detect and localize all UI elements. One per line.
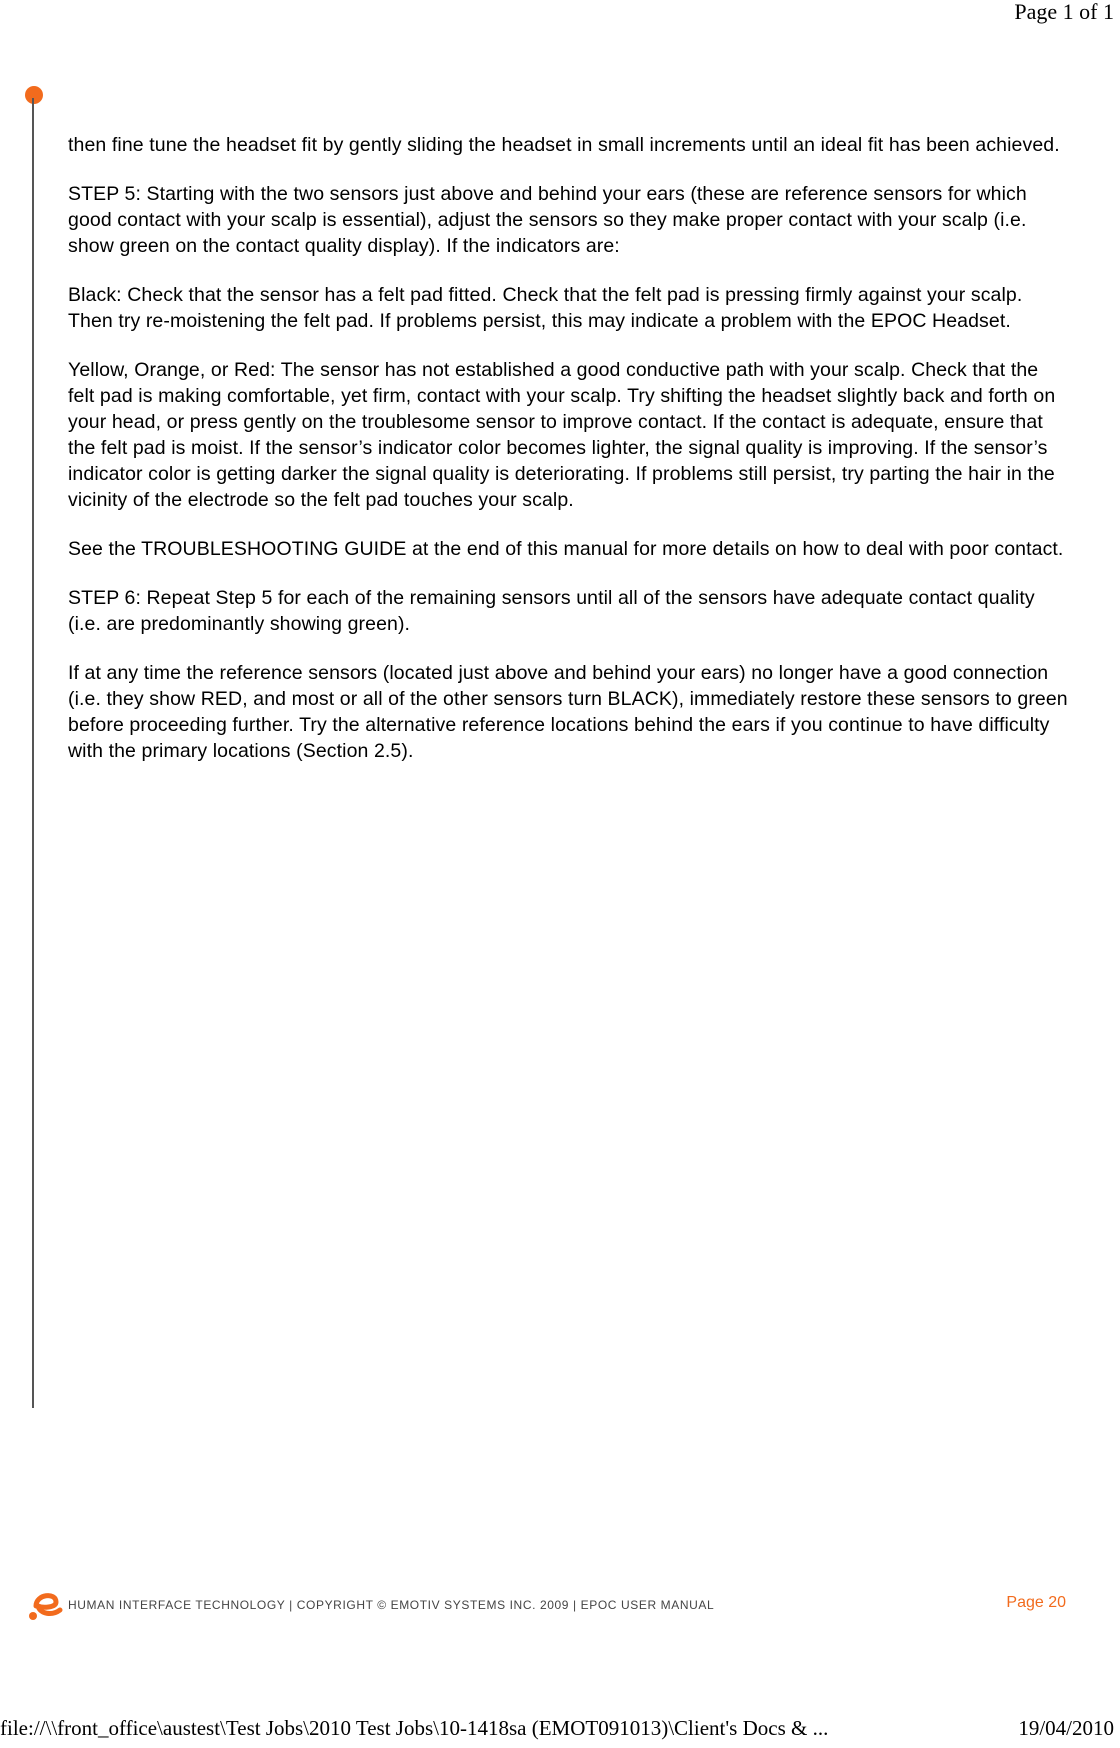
paragraph-yellow-orange-red: Yellow, Orange, or Red: The sensor has not established a good conductive path with your scalp. Check that the felt pad is making comfortable, yet firm, contact with your scalp. Try shifting the headset slightly back and forth on your head, or press gently on the troublesome sensor to improve contact. If the contact is adequate, ensure that the felt pad is moist. If the sensor’s indicator color becomes lighter, the signal quality is improving. If the sensor’s indicator color is getting darker the signal quality is deteriorating. If problems still persist, try parting the hair in the vicinity of the electrode so the felt pad touches your scalp. xyxy=(68,359,1056,511)
footer-copyright-text: HUMAN INTERFACE TECHNOLOGY | COPYRIGHT © EMOTIV SYSTEMS INC. 2009 | EPOC USER MANUAL xyxy=(68,1598,715,1612)
paragraph-reference-sensors: If at any time the reference sensors (located just above and behind your ears) no longer have a good connection (i.e. they show RED, and most or all of the other sensors turn BLACK), immediately restore these sensors to green before proceeding further. Try the alternative reference locations behind the ears if you continue to have difficulty with the primary locations (Section 2.5). xyxy=(68,662,1068,762)
paragraph-troubleshooting: See the TROUBLESHOOTING GUIDE at the end of this manual for more details on how to deal with poor contact. xyxy=(68,538,1064,560)
side-rule-dot xyxy=(25,86,43,104)
footer-page-number: Page 20 xyxy=(1006,1594,1066,1611)
document-footer xyxy=(26,1586,1066,1622)
paragraph-fit: then fine tune the headset fit by gently sliding the headset in small increments until an ideal fit has been achieved. xyxy=(68,134,1060,156)
side-rule xyxy=(32,98,34,1408)
page-content xyxy=(68,132,1070,787)
paragraph-black: Black: Check that the sensor has a felt pad fitted. Check that the felt pad is pressing firmly against your scalp. Then try re-moistening the felt pad. If problems persist, this may indicate a problem with the EPOC Headset. xyxy=(68,284,1023,332)
emotiv-logo-icon xyxy=(26,1586,66,1622)
print-header: Page 1 of 1 xyxy=(1014,0,1114,24)
print-footer-date: 19/04/2010 xyxy=(1018,1716,1114,1740)
paragraph-step-5: STEP 5: Starting with the two sensors just above and behind your ears (these are reference sensors for which good contact with your scalp is essential), adjust the sensors so they make proper contact with your scalp (i.e. show green on the contact quality display). If the indicators are: xyxy=(68,183,1027,257)
print-footer-file-path: file://\\front_office\austest\Test Jobs\2010 Test Jobs\10-1418sa (EMOT091013)\Client's Docs & ... xyxy=(0,1716,829,1740)
paragraph-step-6: STEP 6: Repeat Step 5 for each of the remaining sensors until all of the sensors have adequate contact quality (i.e. are predominantly showing green). xyxy=(68,587,1035,635)
